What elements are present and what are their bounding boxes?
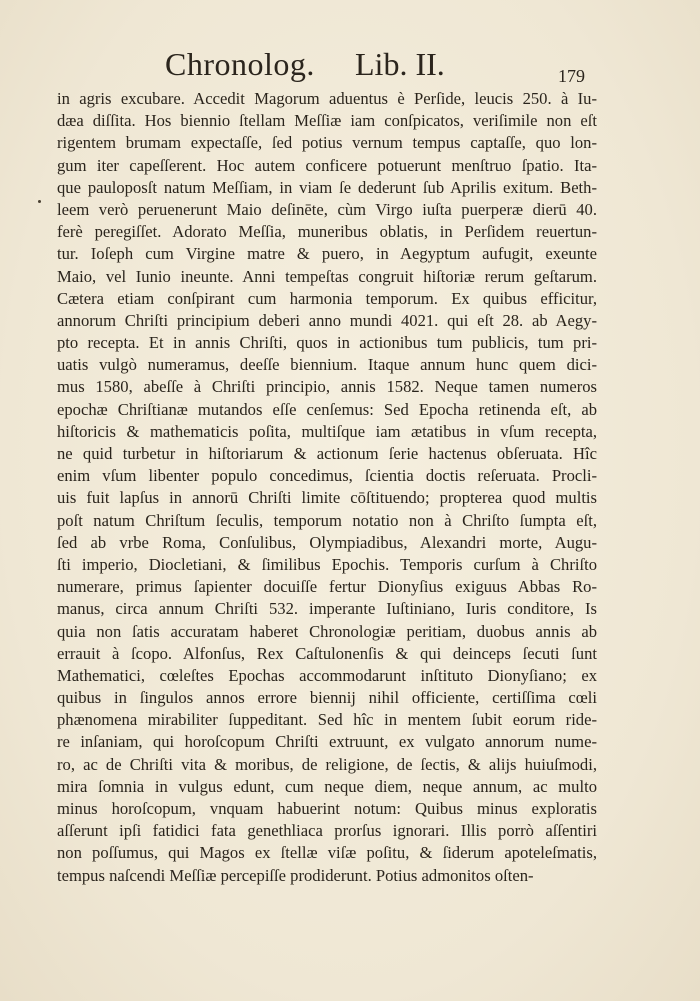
running-head	[0, 46, 700, 86]
text-line: leem verò peruenerunt Maio deſinēte, cùm Virgo iuſta puerperæ dierū 40.	[57, 199, 597, 219]
text-line: dæa diſſita. Hos biennio ſtellam Meſſiæ iam conſpicatos, veriſimile non eſt	[57, 111, 597, 131]
page-number: 179	[558, 66, 585, 86]
text-line: errauit à ſcopo. Alfonſus, Rex Caſtulonenſis & qui deinceps ſecuti ſunt	[57, 643, 597, 663]
margin-ink-dot	[38, 200, 41, 203]
text-line: ferè peregiſſet. Adorato Meſſia, muneribus oblatis, in Perſidem reuertun-	[57, 222, 597, 242]
text-line: tempus naſcendi Meſſiæ percepiſſe prodiderunt. Potius admonitos oſten-	[57, 865, 534, 885]
text-line: annorum Chriſti principium deberi anno mundi 4021. qui eſt 28. ab Aegy-	[57, 310, 597, 330]
text-line: quia non ſatis accuratam haberet Chronologiæ peritiam, duobus annis ab	[57, 621, 597, 641]
text-line: minus horoſcopum, vnquam habuerint notum: Quibus minus exploratis	[57, 799, 597, 818]
text-line: enim vſum libenter populo concedimus, ſcientia doctis reſeruata. Procli-	[57, 466, 597, 486]
text-line: gum iter capeſſerent. Hoc autem conficere potuerunt menſtruo ſpatio. Ita-	[57, 155, 597, 175]
text-line: rigentem brumam expectaſſe, ſed potius vernum tempus captaſſe, quo lon-	[57, 133, 597, 153]
text-line: ſti imperio, Diocletiani, & ſimilibus Epochis. Temporis curſum à Chriſto	[57, 554, 597, 574]
text-line: tur. Ioſeph cum Virgine matre & puero, in Aegyptum aufugit, exeunte	[57, 244, 597, 264]
text-line: manus, circa annum Chriſti 532. imperante Iuſtiniano, Iuris conditore, Is	[57, 599, 597, 619]
text-line: poſt natum Chriſtum ſeculis, temporum notatio non à Chriſto ſumpta eſt,	[57, 510, 597, 530]
text-line: phænomena mirabiliter ſuppeditant. Sed hîc in mentem ſubit eorum ride-	[57, 710, 597, 730]
text-line: Mathematici, cœleſtes Epochas accommodarunt inſtituto Dionyſiano; ex	[57, 665, 597, 685]
text-line: re inſaniam, qui horoſcopum Chriſti extruunt, ex vulgato annorum nume-	[57, 732, 597, 752]
text-line: Cætera etiam conſpirant cum harmonia temporum. Ex quibus efficitur,	[57, 288, 597, 308]
text-line: que pauloposſt natum Meſſiam, in viam ſe dederunt ſub Aprilis exitum. Beth-	[57, 177, 597, 197]
text-line: aſſerunt ipſi fatidici fata genethliaca prorſus ignorari. Illis porrò aſſentiri	[57, 821, 597, 841]
text-line: mus 1580, abeſſe à Chriſti principio, annis 1582. Neque tamen numeros	[57, 377, 597, 397]
text-line: quibus in ſingulos annos errore biennij nihil officiente, certiſſima cœli	[57, 688, 597, 708]
body-text	[57, 88, 597, 887]
text-line: in agris excubare. Accedit Magorum aduentus è Perſide, leucis 250. à Iu-	[57, 89, 597, 108]
text-line: pto recepta. Et in annis Chriſti, quos in actionibus tum publicis, tum pri-	[57, 333, 597, 353]
text-line: hiſtoricis & mathematicis poſita, multiſque iam ætatibus in vſum recepta,	[57, 421, 597, 441]
text-line: ſed ab vrbe Roma, Conſulibus, Olympiadibus, Alexandri morte, Augu-	[57, 532, 597, 552]
running-title: Chronolog.	[165, 46, 315, 82]
text-line: non poſſumus, qui Magos ex ſtellæ viſæ poſitu, & ſiderum apoteleſmatis,	[57, 843, 597, 863]
text-line: epochæ Chriſtianæ mutandos eſſe cenſemus: Sed Epocha retinenda eſt, ab	[57, 399, 597, 419]
text-line: uis fuit lapſus in annorū Chriſti limite cōſtituendo; propterea quod multis	[57, 488, 597, 508]
text-line: ro, ac de Chriſti vita & moribus, de religione, de ſectis, & alijs huiuſmodi,	[57, 754, 597, 774]
text-line: ne quid turbetur in hiſtoriarum & actionum ſerie hactenus obſeruata. Hîc	[57, 444, 597, 463]
text-line: uatis vulgò numeramus, deeſſe biennium. Itaque annum hunc quem dici-	[57, 355, 597, 375]
running-book-number: Lib. II.	[355, 46, 445, 82]
text-line: mira ſomnia in vulgus edunt, cum neque diem, neque annum, ac multo	[57, 776, 597, 796]
text-line: Maio, vel Iunio ineunte. Anni tempeſtas congruit hiſtoriæ rerum geſtarum.	[57, 266, 597, 286]
text-line: numerare, primus ſapienter docuiſſe fertur Dionyſius exiguus Abbas Ro-	[57, 577, 597, 597]
